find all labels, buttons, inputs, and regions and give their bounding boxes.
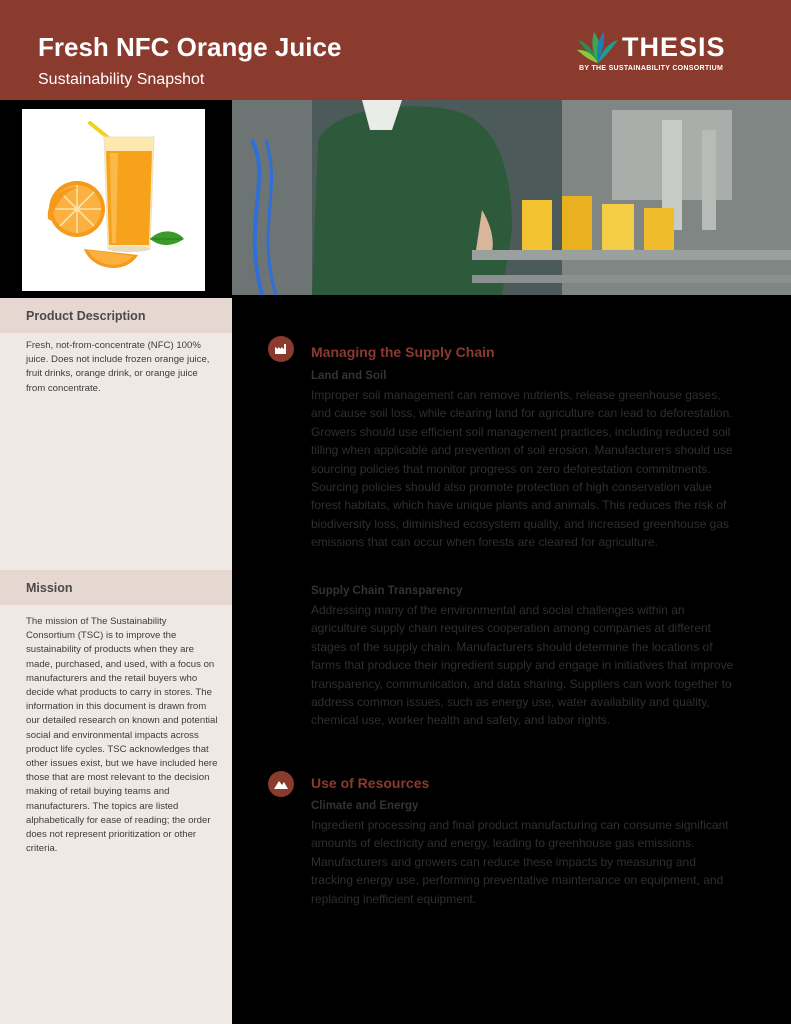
subsection-text: Improper soil management can remove nutrients, release greenhouse gases, and cause soil loss, while clearing land for agriculture can lead to deforestation. Growers should use efficient soil management practices, including reduced soil tilling when applicable and prevention of soil erosion. Manufacturers should use sourcing policies that monitor progress on zero deforestation commitments. Sourcing policies should also promote protection of high conservation value forest habitats, which have unique plants and animals. This reduces the risk of biodiversity loss, diminished ecosystem quality, and increased greenhouse gas emissions that can occur when forests are cleared for agriculture. xyxy=(311,388,733,550)
section-title: Managing the Supply Chain xyxy=(311,344,495,360)
factory-icon xyxy=(268,336,294,362)
thesis-logo[interactable] xyxy=(576,30,746,78)
leaf-logo-icon xyxy=(576,30,620,64)
mission-header xyxy=(0,570,232,605)
page-header xyxy=(0,0,791,100)
page-title: Fresh NFC Orange Juice xyxy=(38,32,342,62)
mission-heading: Mission xyxy=(26,581,73,595)
factory-image xyxy=(232,100,791,295)
subsection-text: Addressing many of the environmental and social challenges within an agriculture supply chain requires cooperation among companies at different stages of the supply chain. Manufacturers should determine the locations of farms that produce their ingredient supply and engage in initiatives that improve transparency, communication, and data sharing. Suppliers can work together to address common issues, such as energy use, water availability and quality, chemical use, worker health and safety, and labor rights. xyxy=(311,603,734,728)
product-description-heading: Product Description xyxy=(26,309,146,323)
logo-tagline: BY THE SUSTAINABILITY CONSORTIUM xyxy=(579,65,724,72)
logo-wordmark: THESIS xyxy=(622,32,726,62)
mission-text: The mission of The Sustainability Consortium (TSC) is to improve the sustainability of products when they are made, purchased, and used, with a focus on manufacturers and the retail buyers who decide what products to carry in stores. The information in this document is drawn from our detailed research on known and potential social and environmental impacts across product life cycles. TSC acknowledges that other issues exist, but we have included here those that are most relevant to the decision making of retail buying teams and manufacturers. The topics are listed alphabetically for ease of reading; the order does not represent prioritization or other criteria. xyxy=(26,616,218,855)
product-image xyxy=(22,109,205,291)
mountain-icon xyxy=(268,771,294,797)
page-subtitle: Sustainability Snapshot xyxy=(38,71,205,88)
product-description-text: Fresh, not-from-concentrate (NFC) 100% juice. Does not include frozen orange juice, fruit drinks, orange drink, or orange juice from concentrate. xyxy=(26,340,210,394)
section-title: Use of Resources xyxy=(311,775,430,791)
factory-line-illustration xyxy=(232,100,791,295)
subsection-text: Ingredient processing and final product manufacturing can consume significant amounts of electricity and energy, leading to greenhouse gas emissions. Manufacturers and growers can reduce these impacts by measuring and tracking energy use, performing preventative maintenance on equipment, and replacing inefficient equipment. xyxy=(311,818,729,906)
subsection-title: Supply Chain Transparency xyxy=(311,585,463,597)
subsection-title: Land and Soil xyxy=(311,370,387,382)
sidebar xyxy=(0,298,232,1024)
orange-juice-illustration xyxy=(22,109,205,291)
product-description-header xyxy=(0,298,232,333)
subsection-title: Climate and Energy xyxy=(311,800,419,812)
